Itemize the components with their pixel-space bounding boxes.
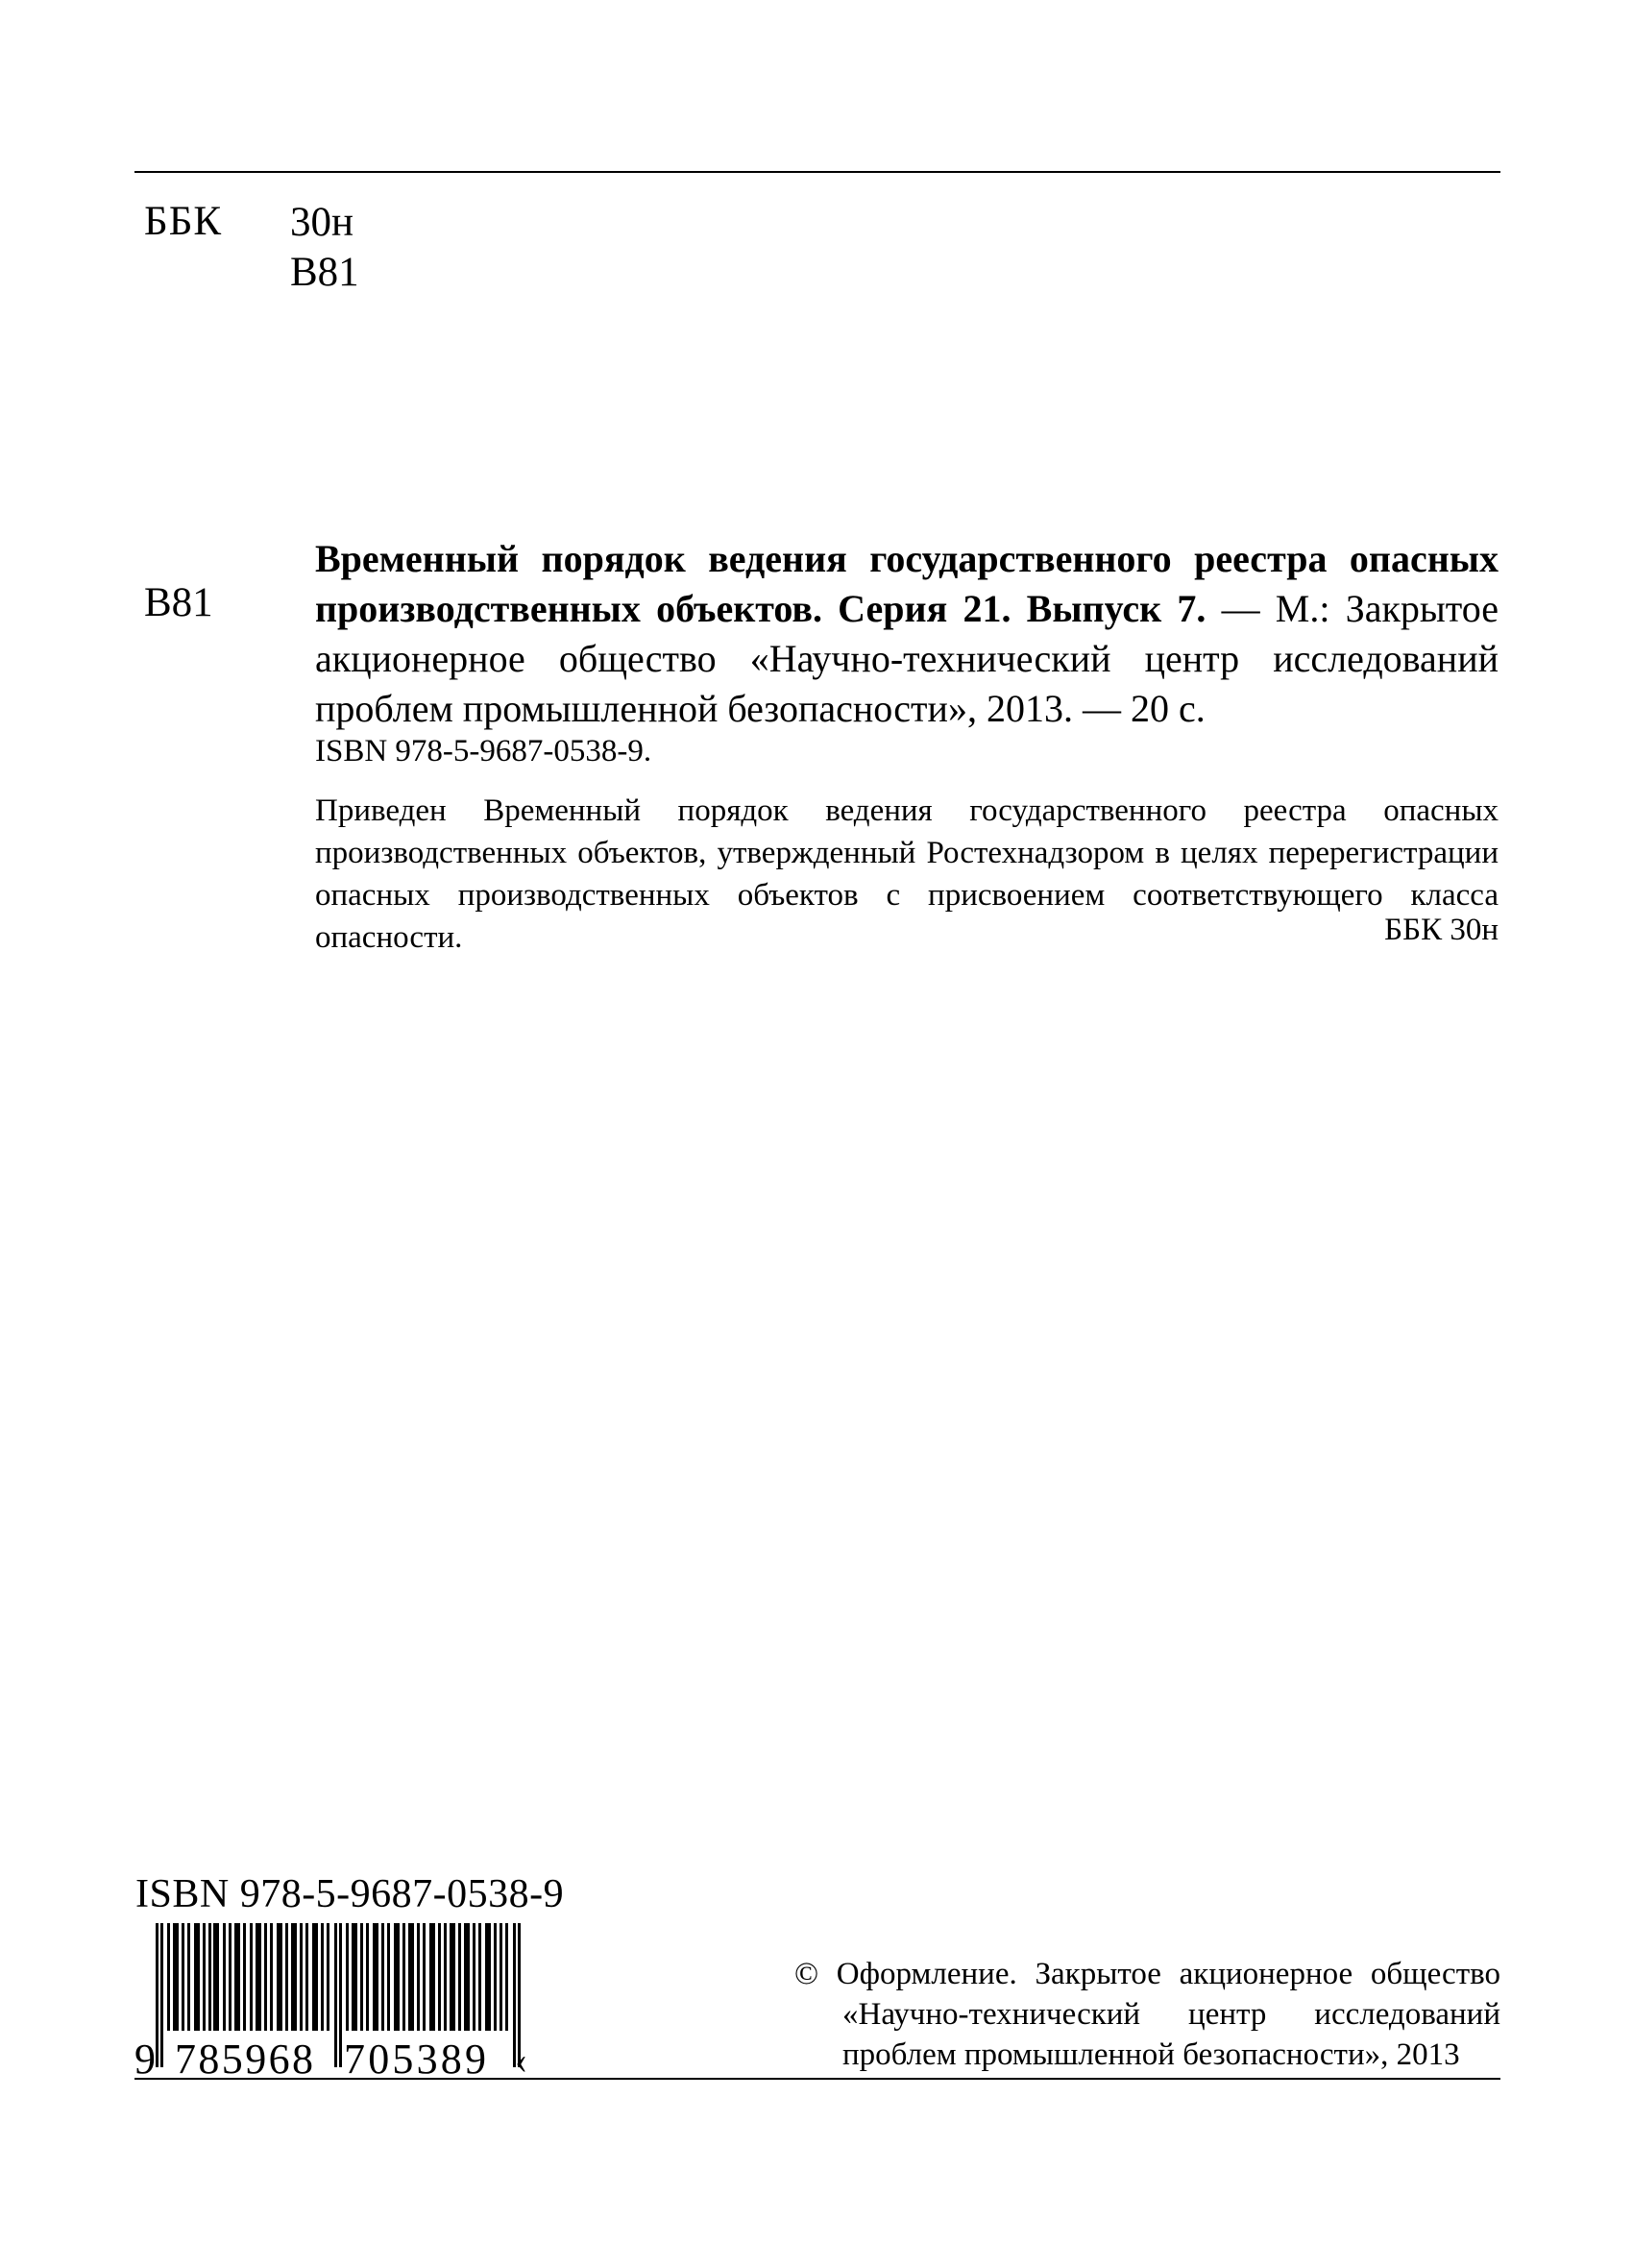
barcode-bar <box>485 1923 491 2031</box>
barcode-bar <box>208 1923 211 2031</box>
barcode-bar <box>387 1923 390 2031</box>
barcode-bar <box>494 1923 497 2031</box>
barcode-bar <box>334 1923 337 2067</box>
bbk-label: ББК <box>144 199 223 244</box>
barcode-bar <box>339 1923 342 2067</box>
barcode-bar <box>300 1923 303 2031</box>
barcode-bar <box>478 1923 481 2031</box>
barcode-bar <box>417 1923 420 2031</box>
barcode-bar <box>366 1923 369 2031</box>
barcode-isbn-label: ISBN 978-5-9687-0538-9 <box>135 1872 565 1916</box>
barcode-bar <box>352 1923 357 2031</box>
barcode-bar <box>408 1923 414 2031</box>
barcode-bar <box>438 1923 441 2031</box>
barcode-bar <box>381 1923 384 2031</box>
isbn-barcode <box>134 1919 538 2075</box>
copyright-line-3: проблем промышленной безопасности», 2013 <box>842 2037 1460 2072</box>
barcode-bar <box>243 1923 246 2031</box>
barcode-bar <box>500 1923 502 2031</box>
barcode-bar <box>167 1923 170 2031</box>
barcode-bar <box>505 1923 508 2031</box>
barcode-bar <box>264 1923 267 2031</box>
barcode-bar <box>173 1923 179 2031</box>
entry-author-mark: В81 <box>144 580 213 625</box>
barcode-bar <box>277 1923 282 2031</box>
barcode-bar <box>394 1923 400 2031</box>
barcode-bar <box>429 1923 435 2031</box>
barcode-bar <box>327 1923 329 2031</box>
copyright-line-2: «Научно-технический центр исследований <box>842 1997 1500 2032</box>
barcode-bar <box>423 1923 426 2031</box>
barcode-bar <box>373 1923 378 2031</box>
barcode-bar <box>182 1923 184 2031</box>
barcode-bar <box>187 1923 190 2031</box>
barcode-bar <box>473 1923 475 2031</box>
barcode-bar <box>285 1923 288 2031</box>
barcode-bar <box>160 1923 163 2067</box>
barcode-bar <box>270 1923 273 2031</box>
bbk-code: 30н <box>290 200 354 245</box>
barcode-bar <box>213 1923 219 2031</box>
barcode-bar <box>194 1923 200 2031</box>
barcode-bar <box>305 1923 308 2031</box>
copyright-line-1: © Оформление. Закрытое акционерное общество <box>794 1957 1500 1991</box>
entry-title: Временный порядок ведения государственного реестра опасных производственных объектов. Серия 21. Выпуск 7. <box>315 537 1499 630</box>
barcode-bar <box>203 1923 206 2031</box>
barcode-bar <box>229 1923 232 2031</box>
bottom-rule <box>134 2078 1500 2080</box>
barcode-bar <box>444 1923 447 2031</box>
author-mark: В81 <box>290 250 359 295</box>
barcode-bar <box>156 1923 158 2067</box>
barcode-bar <box>312 1923 318 2031</box>
barcode-bar <box>291 1923 297 2031</box>
barcode-right-digits: 705389 <box>344 2036 486 2075</box>
barcode-quiet-mark: ‹ <box>515 2038 528 2075</box>
barcode-bar <box>346 1923 349 2031</box>
barcode-first-digit: 9 <box>134 2036 156 2075</box>
barcode-bar <box>321 1923 324 2031</box>
barcode-left-digits: 785968 <box>175 2036 313 2075</box>
entry-imprint: — М.: Закрытое акционерное общество «Научно-технический центр исследований проблем промышленной безопасности», 2013. — 20 с. <box>315 587 1499 730</box>
bbk-codes <box>290 198 359 298</box>
barcode-bar <box>450 1923 455 2031</box>
barcode-bar <box>256 1923 261 2031</box>
barcode-bar <box>360 1923 363 2031</box>
barcode-bar <box>223 1923 226 2031</box>
barcode-bar <box>458 1923 461 2031</box>
bibliographic-entry <box>315 534 1499 734</box>
annotation-bbk: ББК 30н <box>1384 913 1499 947</box>
isbn-line: ISBN 978-5-9687-0538-9. <box>315 734 652 768</box>
annotation: Приведен Временный порядок ведения государственного реестра опасных производственных объектов, утвержденный Ростехнадзором в целях перерегистрации опасных производственных объектов с присвоением соответствующего класса опасности. <box>315 793 1499 955</box>
copyright-notice <box>794 1954 1500 2075</box>
top-rule <box>134 171 1500 173</box>
barcode-bar <box>250 1923 253 2031</box>
barcode-bar <box>464 1923 470 2031</box>
barcode-bar <box>234 1923 240 2031</box>
barcode-bar <box>402 1923 405 2031</box>
